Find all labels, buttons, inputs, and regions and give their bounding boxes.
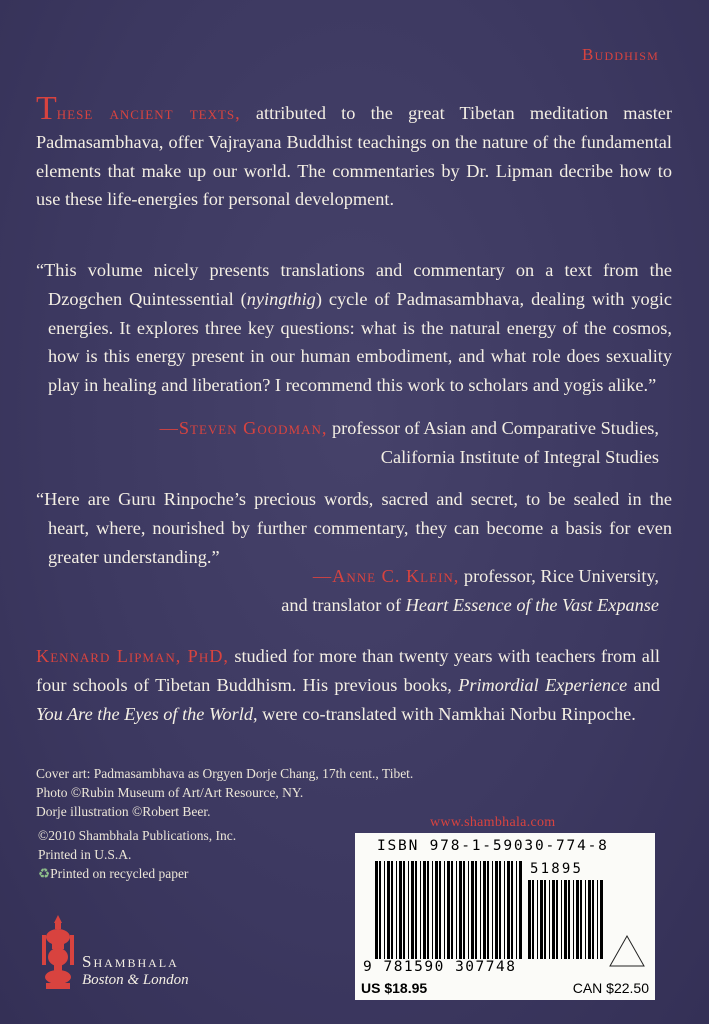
category-label: Buddhism — [582, 45, 659, 64]
bio-text: and — [627, 674, 660, 695]
price-code: 51895 — [530, 861, 584, 877]
recycled-text: Printed on recycled paper — [50, 866, 189, 881]
price-can: CAN $22.50 — [572, 980, 649, 996]
intro-body: attributed to the great Tibetan meditation master Padmasambhava, offer Vajrayana Buddhist teachings on the nature of the fundamental elements that make up our world. The commentaries by Dr. Lipman decribe how to use these life-energies for personal development. — [36, 103, 672, 210]
review-institution: California Institute of Integral Studies — [380, 446, 659, 467]
drop-cap: T — [36, 90, 57, 127]
supplement-barcode — [528, 880, 606, 959]
cover-credits — [36, 764, 413, 821]
credit-line: Cover art: Padmasambhava as Orgyen Dorje Chang, 17th cent., Tibet. — [36, 766, 414, 781]
book-title: Primordial Experience — [458, 674, 628, 695]
credit-line: Photo ©Rubin Museum of Art/Art Resource, NY. — [36, 785, 304, 800]
review-author: —Steven Goodman, — [159, 418, 328, 438]
publisher-location: Boston & London — [82, 972, 189, 988]
bio-text: studied for more than twenty years with teachers from all four schools of Tibetan Buddhism. His previous books, — [36, 646, 660, 695]
price-us: US $18.95 — [361, 980, 428, 996]
author-bio — [36, 642, 660, 728]
copyright-block — [38, 826, 236, 883]
review-attribution-1 — [160, 414, 659, 472]
publisher-name: Shambhala — [82, 952, 179, 971]
barcode-digits: 9 781590 307748 — [363, 959, 517, 975]
review-quote-1 — [36, 256, 672, 400]
review-translator-line: and translator of — [281, 594, 406, 615]
intro-paragraph — [36, 90, 672, 214]
quote-italic-term: nyingthig — [246, 288, 316, 309]
quote-text: “Here are Guru Rinpoche’s precious words, sacred and secret, to be sealed in the heart, where, nourished by further commentary, they can become a basis for even greater understanding.” — [36, 489, 672, 567]
bio-text: , were co-translated with Namkhai Norbu Rinpoche. — [253, 703, 636, 724]
credit-line: Dorje illustration ©Robert Beer. — [36, 804, 211, 819]
intro-lead: hese ancient texts, — [56, 103, 241, 123]
triangle-icon — [607, 933, 647, 969]
author-name: Kennard Lipman, PhD, — [36, 646, 229, 666]
review-role: professor, Rice University, — [459, 566, 659, 586]
review-quote-2 — [36, 485, 672, 571]
barcode-label — [355, 833, 655, 1000]
printed-in-line: Printed in U.S.A. — [38, 847, 132, 862]
recycled-line — [38, 864, 236, 883]
publisher-website[interactable]: www.shambhala.com — [430, 815, 556, 830]
isbn-number: ISBN 978-1-59030-774-8 — [377, 838, 609, 854]
quote-text: “This volume nicely presents translations and commentary on a text from the Dzogchen Quintessential ( — [36, 260, 672, 309]
book-title: You Are the Eyes of the World — [36, 703, 253, 724]
shambhala-logo-icon — [40, 913, 76, 991]
ean-barcode — [375, 861, 523, 959]
copyright-line: ©2010 Shambhala Publications, Inc. — [38, 828, 237, 843]
review-role: professor of Asian and Comparative Studies, — [327, 418, 659, 438]
review-book-title: Heart Essence of the Vast Expanse — [405, 594, 659, 615]
recycle-icon: ♻ — [38, 866, 51, 881]
review-attribution-2 — [281, 562, 659, 620]
quote-text: ) cycle of Padmasambhava, dealing with yogic energies. It explores three key questions: what is the natural energy of the cosmos, how is this energy present in our human embodiment, and what role does sexuality play in healing and liberation? I recommend this work to scholars and yogis alike.” — [48, 288, 672, 396]
review-author: —Anne C. Klein, — [312, 566, 460, 586]
